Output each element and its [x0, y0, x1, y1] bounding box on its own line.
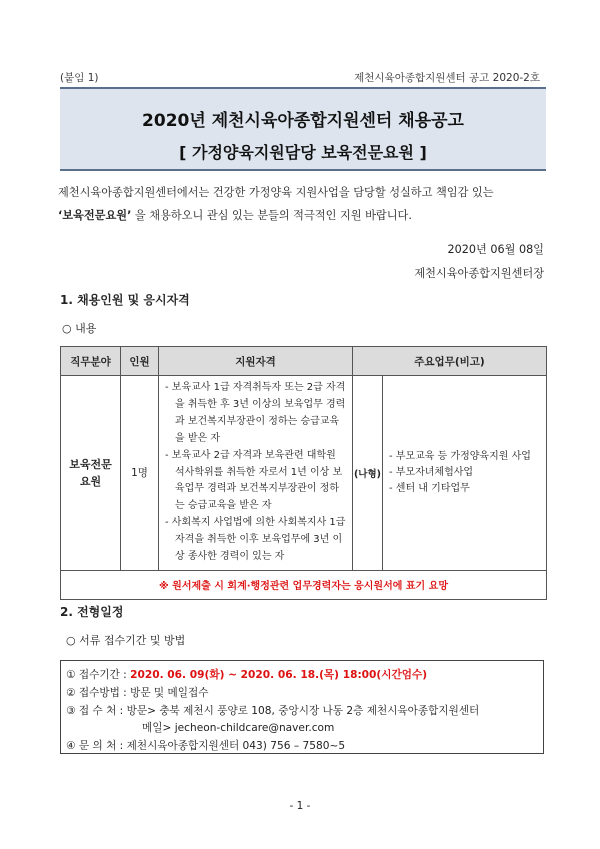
period-value: 2020. 06. 09(화) ~ 2020. 06. 18.(목) 18:00(시간엄수) [130, 669, 428, 681]
cell-qualifications [159, 376, 353, 571]
cell-duties [383, 376, 547, 571]
cell-count: 1명 [121, 376, 159, 571]
qualification-item: - 보육교사 1급 자격취득자 또는 2급 자격을 취득한 후 3년 이상의 보육업무 경력과 보건복지부장관이 정하는 승급교육을 받은 자 [165, 382, 346, 444]
period-label: ① 접수기간 : [66, 669, 131, 681]
table-note: ※ 원서제출 시 회계·행정관련 업무경력자는 응시원서에 표기 요망 [61, 570, 547, 599]
page-number: - 1 - [289, 800, 311, 812]
table-row [61, 376, 547, 571]
section1-title: 1. 채용인원 및 응시자격 [60, 293, 190, 307]
notice-date: 2020년 06월 08일 [447, 243, 544, 256]
contact-line: ④ 문 의 처 : 제천시육아종합지원센터 043) 756 – 7580~5 [66, 740, 346, 752]
intro-paragraph [58, 181, 548, 227]
place-line [66, 703, 479, 718]
place-visit: 방문> 충북 제천시 풍양로 108, 중앙시장 나동 2층 제천시육아종합지원센터 [126, 705, 480, 717]
signer-name: 제천시육아종합지원센터장 [414, 267, 544, 280]
intro-line-2 [58, 204, 548, 227]
duty-item: - 부모자녀체험사업 [389, 466, 474, 478]
page-title: 2020년 제천시육아종합지원센터 채용공고 [142, 111, 464, 131]
notice-number: 제천시육아종합지원센터 공고 2020-2호 [354, 72, 540, 84]
recruitment-table [60, 346, 547, 600]
page-subtitle: [ 가정양육지원담당 보육전문요원 ] [179, 143, 427, 162]
header-count: 인원 [121, 347, 159, 376]
section1-subtitle: ○ 내용 [62, 322, 97, 335]
duty-item: - 센터 내 기타업무 [389, 482, 470, 494]
cell-field: 보육전문요원 [61, 376, 121, 571]
qualification-item: - 보육교사 2급 자격과 보육관련 대학원 석사학위를 취득한 자로서 1년 이상 보육업무 경력과 보건복지부장관이 정하는 승급교육을 받은 자 [165, 449, 343, 512]
place-mail: 메일> jecheon-childcare@naver.com [142, 722, 335, 734]
table-header-row [61, 347, 547, 376]
intro-highlight: ‘보육전문요원’ [58, 209, 132, 222]
header-field: 직무분야 [61, 347, 121, 376]
cell-grade: (나형) [353, 376, 383, 571]
header-duties: 주요업무(비고) [353, 347, 547, 376]
table-note-row [61, 570, 547, 599]
intro-line-1: 제천시육아종합지원센터에서는 건강한 가정양육 지원사업을 담당할 성실하고 책임감 있는 [58, 186, 494, 199]
period-line [66, 667, 427, 682]
intro-line-2-rest: 을 채용하오니 관심 있는 분들의 적극적인 지원 바랍니다. [131, 209, 412, 222]
section2-title: 2. 전형일정 [60, 605, 124, 619]
header-qualification: 지원자격 [159, 347, 353, 376]
attachment-label: (붙임 1) [60, 72, 99, 84]
method-line: ② 접수방법 : 방문 및 메일접수 [66, 687, 209, 699]
qualification-item: - 사회복지 사업법에 의한 사회복지사 1급 자격을 취득한 이후 보육업무에 3년 이상 종사한 경력이 있는 자 [165, 517, 346, 563]
duty-item: - 부모교육 등 가정양육지원 사업 [389, 450, 531, 462]
place-label: ③ 접 수 처 : [66, 705, 127, 717]
section2-subtitle: ○ 서류 접수기간 및 방법 [66, 634, 186, 647]
